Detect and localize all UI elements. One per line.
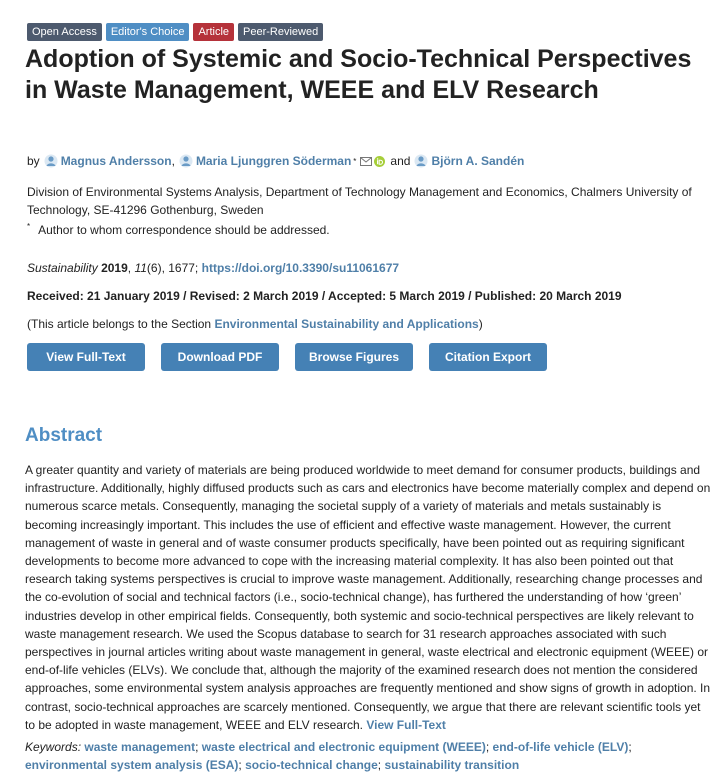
keyword-link[interactable]: socio-technical change bbox=[245, 758, 378, 772]
keywords: Keywords: waste management; waste electrical and electronic equipment (WEEE); end-of-life vehicle (ELV); environmental system analysis (ESA); socio-technical change; sustainability transition bbox=[25, 740, 632, 772]
mail-icon[interactable] bbox=[360, 157, 372, 166]
citation-line: Sustainability 2019, 11(6), 1677; https://doi.org/10.3390/su11061677 bbox=[27, 261, 400, 275]
abstract-view-full-text-link[interactable]: View Full-Text bbox=[366, 717, 446, 732]
person-icon bbox=[179, 154, 193, 168]
citation-issue-pages: (6), 1677; bbox=[146, 261, 199, 275]
keyword-link[interactable]: waste management bbox=[84, 740, 196, 754]
by-label: by bbox=[27, 154, 40, 168]
orcid-icon[interactable] bbox=[374, 156, 385, 167]
author-link-soderman[interactable]: Maria Ljunggren Söderman bbox=[195, 154, 352, 168]
author-separator: , bbox=[171, 154, 175, 168]
badge-row bbox=[27, 23, 323, 41]
keyword-link[interactable]: waste electrical and electronic equipment (WEEE) bbox=[201, 740, 486, 754]
author-link-sanden[interactable]: Björn A. Sandén bbox=[431, 154, 525, 168]
person-icon bbox=[414, 154, 428, 168]
editors-choice-badge[interactable]: Editor's Choice bbox=[106, 23, 190, 41]
peer-reviewed-badge[interactable]: Peer-Reviewed bbox=[238, 23, 323, 41]
author-link-andersson[interactable]: Magnus Andersson bbox=[60, 154, 172, 168]
doi-link[interactable]: https://doi.org/10.3390/su11061677 bbox=[201, 261, 400, 275]
journal-name: Sustainability bbox=[27, 261, 98, 275]
view-full-text-button[interactable]: View Full-Text bbox=[27, 343, 145, 371]
affiliation: Division of Environmental Systems Analysis, Department of Technology Management and Economics, Chalmers University of Technology, SE-41296 Gothenburg, Sweden bbox=[27, 185, 692, 217]
correspondence-note bbox=[27, 222, 330, 237]
section-note bbox=[27, 317, 483, 331]
browse-figures-button[interactable]: Browse Figures bbox=[295, 343, 413, 371]
correspondence-text: Author to whom correspondence should be addressed. bbox=[38, 223, 330, 237]
action-buttons bbox=[27, 343, 563, 371]
article-type-badge: Article bbox=[193, 23, 234, 41]
keyword-link[interactable]: environmental system analysis (ESA) bbox=[25, 758, 239, 772]
citation-year: 2019 bbox=[101, 261, 128, 275]
section-suffix: ) bbox=[478, 317, 483, 331]
person-icon bbox=[44, 154, 58, 168]
correspondence-marker: * bbox=[27, 222, 31, 231]
download-pdf-button[interactable]: Download PDF bbox=[161, 343, 279, 371]
citation-volume: 11 bbox=[134, 261, 147, 275]
open-access-badge[interactable]: Open Access bbox=[27, 23, 102, 41]
corresponding-author-marker: * bbox=[353, 156, 357, 166]
citation-export-button[interactable]: Citation Export bbox=[429, 343, 547, 371]
abstract-text: A greater quantity and variety of materials are being produced worldwide to meet demand for consumer products, buildings and infrastructure. Additionally, highly diffused products such as cars and electronics have become materially complex and depend on numerous scarce metals. Consequently, managing the societal supply of a variety of materials and metals sustainably is becoming increasingly important. This includes the use of efficient and effective waste management. However, the current management of waste in general and of waste consumer products specifically, have been pointed out as requiring significant developments to become more advanced to cope with the increasing material complexity. It has also been pointed out that research taking systems perspectives is crucial to improve waste management. Additionally, researching change processes and the co-evolution of social and technical factors (i.e., socio-technical change), has furthered the understanding of how ‘green’ industries develop in other empirical fields. Consequently, both systemic and socio-technical perspectives are likely relevant to waste management research. We used the Scopus database to search for 31 research approaches associated with such perspectives in journal articles writing about waste management in general, waste electrical and electronic equipment (WEEE) or end-of-life vehicles (ELVs). We conclude that, although the majority of the examined research does not mention the considered approaches, some environmental system analysis approaches are frequently mentioned and show signs of growth in adoption. In contrast, socio-technical approaches are scarcely mentioned. Consequently, we argue that there are relevant scientific tools yet to be adopted in waste management, WEEE and ELV research. bbox=[25, 463, 711, 732]
section-link[interactable]: Environmental Sustainability and Applications bbox=[214, 317, 479, 331]
author-list bbox=[27, 154, 524, 168]
keywords-label: Keywords: bbox=[25, 740, 82, 754]
keyword-link[interactable]: sustainability transition bbox=[384, 758, 520, 772]
keyword-link[interactable]: end-of-life vehicle (ELV) bbox=[492, 740, 629, 754]
abstract-heading: Abstract bbox=[25, 425, 103, 446]
section-prefix: (This article belongs to the Section bbox=[27, 317, 212, 331]
abstract-body bbox=[25, 461, 713, 734]
and-label: and bbox=[390, 154, 411, 168]
publication-dates: Received: 21 January 2019 / Revised: 2 March 2019 / Accepted: 5 March 2019 / Published: 20 March 2019 bbox=[27, 289, 622, 303]
article-title: Adoption of Systemic and Socio-Technical Perspectives in Waste Management, WEEE and ELV Research bbox=[25, 45, 692, 104]
